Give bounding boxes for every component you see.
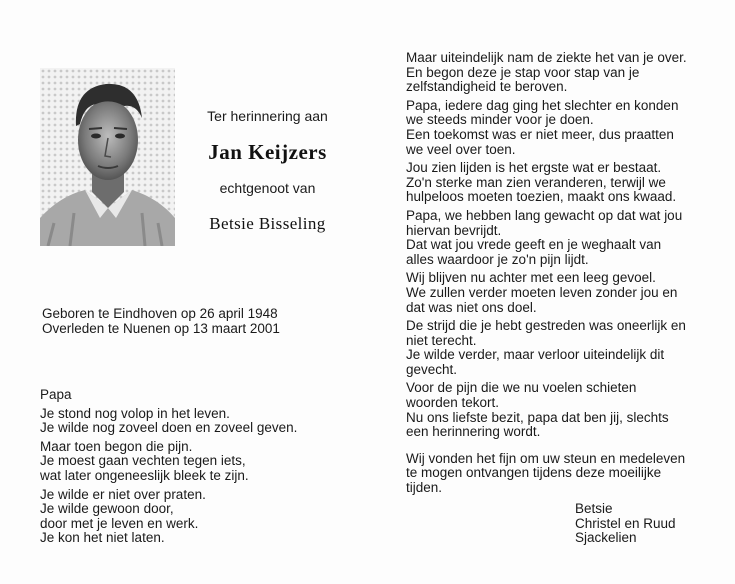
text-line: een herinnering wordt. [406, 424, 541, 440]
life-dates [42, 306, 280, 336]
text-line: we steeds minder voor je doen. [406, 112, 594, 128]
birth-line: Geboren te Eindhoven op 26 april 1948 [42, 306, 278, 321]
poem-stanza [40, 440, 297, 484]
text-line: Een toekomst was er niet meer, dus praatten [406, 126, 674, 142]
text-line: Papa, iedere dag ging het slechter en konden [406, 97, 679, 113]
signature-name: Christel en Ruud [575, 515, 676, 531]
text-line: niet terecht. [406, 332, 477, 348]
text-line: Wij blijven nu achter met een leeg gevoel. [406, 270, 656, 286]
poem-line: Je wilde nog zoveel doen en zoveel geven. [40, 420, 298, 436]
poem-line: Je moest gaan vechten tegen iets, [40, 453, 246, 469]
death-line: Overleden te Nuenen op 13 maart 2001 [42, 321, 280, 336]
text-line: we veel over toen. [406, 141, 516, 157]
poem-line: wat later ongeneeslijk bleek te zijn. [40, 467, 249, 483]
signatures [575, 502, 676, 546]
poem-stanza [40, 407, 297, 436]
text-line: De strijd die je hebt gestreden was oneerlijk en [406, 318, 686, 334]
text-line: Wij vonden het fijn om uw steun en medeleven [406, 450, 686, 466]
poem-line: Je wilde er niet over praten. [40, 486, 206, 502]
poem [40, 388, 297, 550]
text-line: Voor de pijn die we nu voelen schieten [406, 380, 637, 396]
text-paragraph [406, 161, 716, 205]
deceased-name: Jan Keijzers [208, 140, 327, 164]
poem-line: door met je leven en werk. [40, 515, 199, 531]
text-line: Dat wat jou vrede geeft en je weghaalt van [406, 237, 662, 253]
text-line: gevecht. [406, 361, 458, 377]
text-line: woorden tekort. [406, 395, 500, 411]
poem-stanza [40, 488, 297, 546]
text-line: Papa, we hebben lang gewacht op dat wat jou [406, 207, 683, 223]
text-line: Je wilde verder, maar verloor uiteindelijk dit [406, 347, 665, 363]
poem-line: Je stond nog volop in het leven. [40, 405, 230, 421]
text-line: We zullen verder moeten leven zonder jou en [406, 284, 678, 300]
text-line: dat was niet ons doel. [406, 299, 537, 315]
signature-name: Sjackelien [575, 530, 637, 546]
text-paragraph [406, 99, 716, 157]
text-paragraph [406, 209, 716, 267]
text-paragraph [406, 452, 716, 496]
signature-name: Betsie [575, 501, 613, 516]
text-line: hiervan bevrijdt. [406, 222, 502, 238]
remembrance-intro: Ter herinnering aan [207, 108, 328, 124]
text-paragraph [406, 381, 716, 439]
text-line: Nu ons liefste bezit, papa dat ben jij, slechts [406, 409, 669, 425]
text-line: zelfstandigheid te beroven. [406, 79, 568, 95]
text-line: hulpeloos moeten toezien, maakt ons kwaad. [406, 189, 677, 205]
poem-line: Je wilde gewoon door, [40, 501, 174, 517]
text-line: Maar uiteindelijk nam de ziekte het van je over. [406, 50, 687, 65]
text-line: En begon deze je stap voor stap van je [406, 64, 640, 80]
text-line: Zo'n sterke man zien veranderen, terwijl we [406, 174, 666, 190]
relation-label: echtgenoot van [219, 180, 316, 196]
text-paragraph [406, 271, 716, 315]
text-line: Jou zien lijden is het ergste wat er bestaat. [406, 160, 662, 176]
poem-line: Je kon het niet laten. [40, 530, 165, 546]
poem-title: Papa [40, 387, 72, 402]
portrait-photo [40, 68, 175, 246]
poem-line: Maar toen begon die pijn. [40, 438, 193, 454]
spouse-name: Betsie Bisseling [209, 214, 326, 233]
text-line: te mogen ontvangen tijdens deze moeilijke [406, 465, 662, 481]
text-paragraph [406, 319, 716, 377]
text-paragraph [406, 51, 716, 95]
text-line: tijden. [406, 480, 443, 496]
memorial-text [406, 51, 716, 500]
text-line: alles waardoor je zo'n pijn lijdt. [406, 251, 589, 267]
